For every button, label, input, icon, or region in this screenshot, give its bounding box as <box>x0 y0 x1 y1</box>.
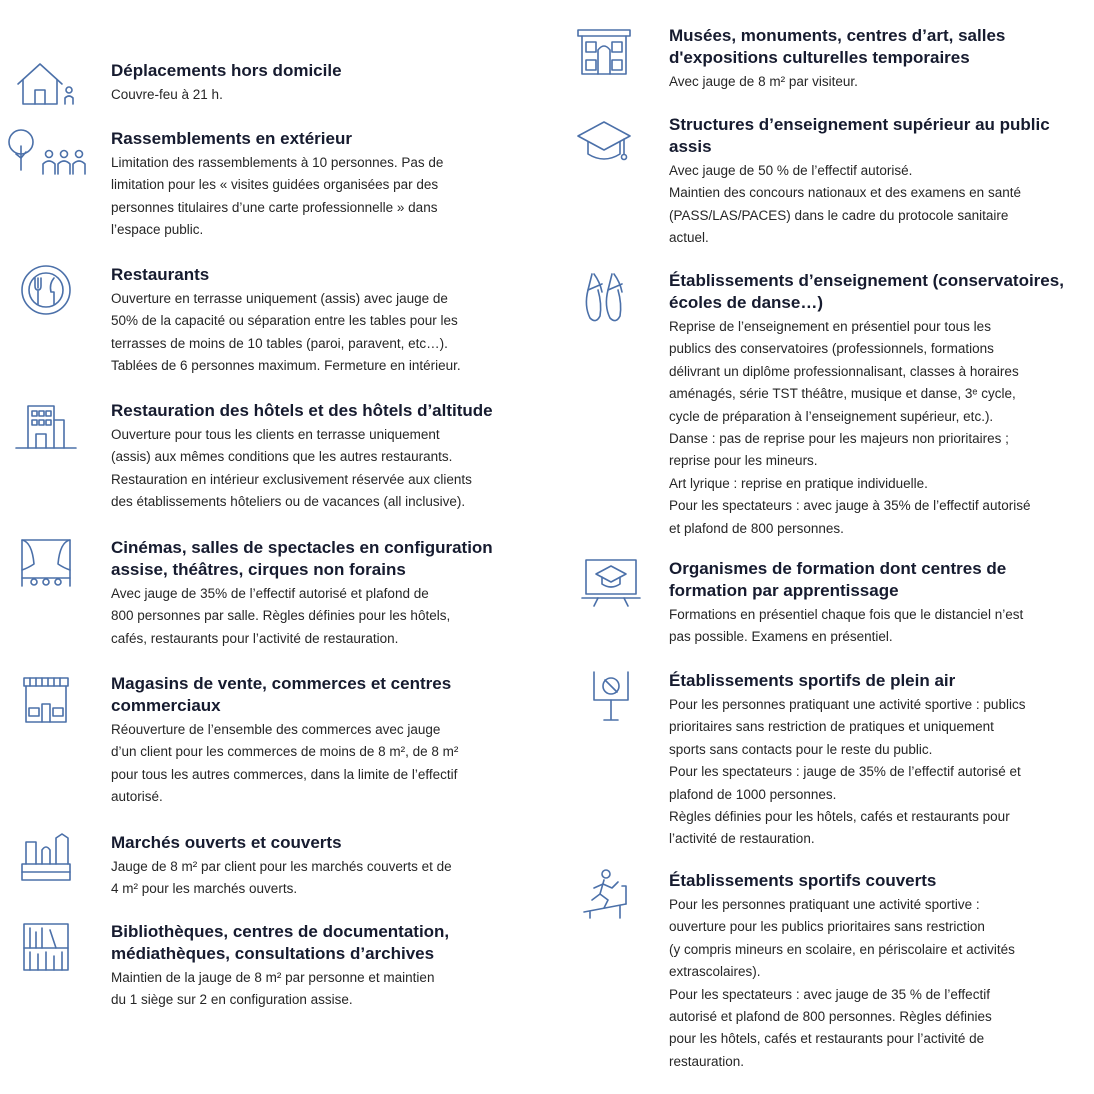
training-board-icon <box>580 552 644 608</box>
theater-stage-icon <box>14 534 78 590</box>
section-description: Avec jauge de 50 % de l’effectif autorisé. Maintien des concours nationaux et des examens en santé (PASS/LAS/PACES) dans le cadre du protocole sanitaire actuel. <box>669 163 1021 246</box>
section-title: Établissements d’enseignement (conservatoires, écoles de danse…) <box>669 271 1064 312</box>
section-title: Cinémas, salles de spectacles en configuration assise, théâtres, cirques non forains <box>111 538 493 579</box>
section-description: Avec jauge de 8 m² par visiteur. <box>669 74 858 89</box>
section-description: Pour les personnes pratiquant une activité sportive : publics prioritaires sans restriction de pratiques et uniquement sports sans contacts pour le reste du public. Pour les spectateurs : jauge de 35% de l’effectif autorisé et plafond de 1000 personnes. Règles définies pour les hôtels, cafés et restaurants pour l’activité de restauration. <box>669 697 1026 847</box>
section-description: Limitation des rassemblements à 10 personnes. Pas de limitation pour les « visites guidées organisées par des personnes titulaires d’une carte professionnelle » dans l’espace public. <box>111 155 444 238</box>
plate-cutlery-icon <box>14 262 78 318</box>
bookshelf-icon <box>14 918 78 974</box>
house-person-icon <box>14 56 78 112</box>
section-title: Organismes de formation dont centres de formation par apprentissage <box>669 559 1007 600</box>
treadmill-runner-icon <box>576 866 640 922</box>
section-description: Maintien de la jauge de 8 m² par personne et maintien du 1 siège sur 2 en configuration assise. <box>111 970 435 1008</box>
ballet-shoes-icon <box>580 270 630 326</box>
section-description: Avec jauge de 35% de l’effectif autorisé et plafond de 800 personnes par salle. Règles définies pour les hôtels, cafés, restaurants pour l’activité de restauration. <box>111 586 451 646</box>
section-description: Pour les personnes pratiquant une activité sportive : ouverture pour les publics prioritaires sans restriction (y compris mineurs en scolaire, en périscolaire et activités extrascolaires). Pour les spectateurs : avec jauge de 35 % de l’effectif autorisé et plafond de 800 personnes. Règles définies pour les hôtels, cafés et restaurants pour l’activité de restauration. <box>669 897 1015 1069</box>
section-title: Musées, monuments, centres d’art, salles d'expositions culturelles temporaires <box>669 26 1006 67</box>
section-title: Établissements sportifs de plein air <box>669 671 956 690</box>
tree-people-icon <box>6 124 88 180</box>
section-title: Magasins de vente, commerces et centres commerciaux <box>111 674 452 715</box>
section-description: Ouverture pour tous les clients en terrasse uniquement (assis) aux mêmes conditions que les autres restaurants. Restauration en intérieur exclusivement réservée aux clients des établissements hôteliers ou de vacances (all inclusive). <box>111 427 472 510</box>
section-title: Structures d’enseignement supérieur au public assis <box>669 115 1050 156</box>
section-description: Couvre-feu à 21 h. <box>111 87 223 102</box>
section-title: Déplacements hors domicile <box>111 61 342 80</box>
section-description: Ouverture en terrasse uniquement (assis) avec jauge de 50% de la capacité ou séparation entre les tables pour les terrasses de moins de 10 tables (paroi, paravent, etc…). Tablées de 6 personnes maximum. Fermeture en intérieur. <box>111 291 461 374</box>
section-title: Marchés ouverts et couverts <box>111 833 342 852</box>
outdoor-goal-icon <box>580 666 644 722</box>
museum-building-icon <box>572 22 636 78</box>
hotel-building-icon <box>14 398 78 454</box>
section-title: Restauration des hôtels et des hôtels d’altitude <box>111 401 493 420</box>
market-stall-icon <box>14 828 78 884</box>
section-title: Établissements sportifs couverts <box>669 871 937 890</box>
section-title: Bibliothèques, centres de documentation, médiathèques, consultations d’archives <box>111 922 450 963</box>
section-description: Formations en présentiel chaque fois que le distanciel n’est pas possible. Examens en présentiel. <box>669 607 1024 645</box>
section-title: Rassemblements en extérieur <box>111 129 352 148</box>
section-description: Réouverture de l’ensemble des commerces avec jauge d’un client pour les commerces de moins de 8 m², de 8 m² pour tous les autres commerces, dans la limite de l’effectif autorisé. <box>111 722 459 805</box>
graduation-cap-icon <box>572 114 636 170</box>
section-description: Jauge de 8 m² par client pour les marchés couverts et de 4 m² pour les marchés ouverts. <box>111 859 452 897</box>
section-description: Reprise de l’enseignement en présentiel pour tous les publics des conservatoires (professionnels, formations délivrant un diplôme professionnalisant, classes à horaires aménagés, série TST théâtre, musique et danse, 3ᵉ cycle, cycle de préparation à l’enseignement supérieur, etc.). Danse : pas de reprise pour les majeurs non prioritaires ; reprise pour les mineurs. Art lyrique : reprise en pratique individuelle. Pour les spectateurs : avec jauge à 35% de l’effectif autorisé et plafond de 800 personnes. <box>669 319 1031 536</box>
section-title: Restaurants <box>111 265 210 284</box>
storefront-icon <box>14 670 78 726</box>
